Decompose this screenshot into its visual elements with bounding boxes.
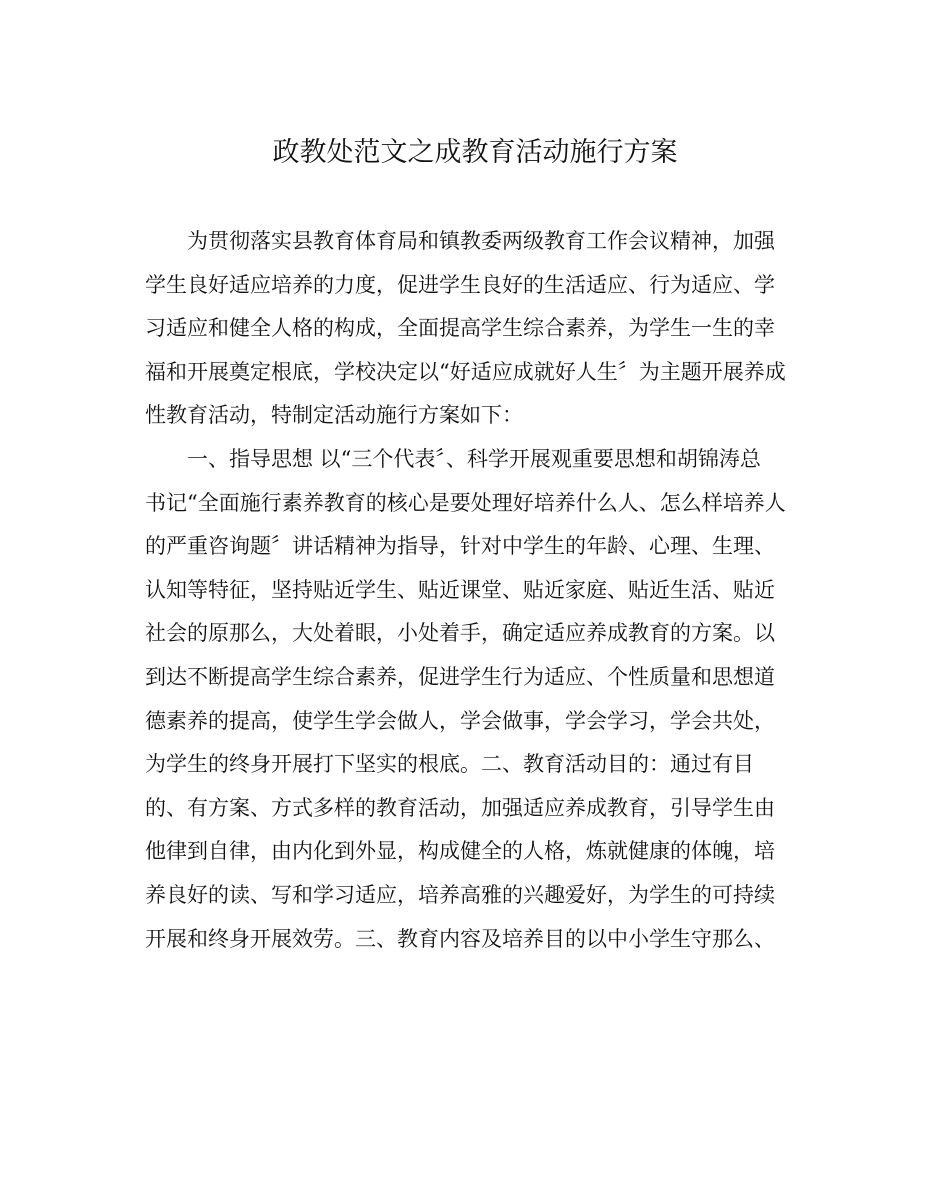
document-title: 政教处范文之成教育活动施行方案 [272, 137, 678, 168]
paragraph-line: 认知等特征，坚持贴近学生、贴近课堂、贴近家庭、贴近生活、贴近 [145, 577, 775, 602]
paragraph-line: 书记“全面施行素养教育的核心是要处理好培养什么人、怎么样培养人 [145, 490, 786, 515]
paragraph-line: 一、指导思想 以“三个代表〞、科学开展观重要思想和胡锦涛总 [187, 446, 761, 471]
paragraph-line: 的、有方案、方式多样的教育活动，加强适应养成教育，引导学生由 [145, 795, 775, 820]
paragraph-line: 习适应和健全人格的构成，全面提高学生综合素养，为学生一生的幸 [145, 316, 775, 341]
paragraph-line: 学生良好适应培养的力度，促进学生良好的生活适应、行为适应、学 [145, 272, 775, 297]
paragraph-line: 开展和终身开展效劳。三、教育内容及培养目的以中小学生守那么、 [145, 926, 775, 951]
paragraph-line: 为学生的终身开展打下坚实的根底。二、教育活动目的：通过有目 [145, 752, 754, 777]
paragraph-line: 养良好的读、写和学习适应，培养高雅的兴趣爱好，为学生的可持续 [145, 882, 775, 907]
paragraph-line: 他律到自律，由内化到外显，构成健全的人格，炼就健康的体魄，培 [145, 839, 775, 864]
paragraph-line: 的严重咨询题〞讲话精神为指导，针对中学生的年龄、心理、生理、 [145, 534, 775, 559]
document-body [145, 220, 815, 961]
paragraph-line: 德素养的提高，使学生学会做人，学会做事，学会学习，学会共处， [145, 708, 775, 733]
paragraph-line: 到达不断提高学生综合素养，促进学生行为适应、个性质量和思想道 [145, 664, 775, 689]
paragraph-line: 福和开展奠定根底，学校决定以“好适应成就好人生〞为主题开展养成 [145, 359, 786, 384]
paragraph-line: 社会的原那么，大处着眼，小处着手，确定适应养成教育的方案。以 [145, 621, 775, 646]
paragraph-line: 为贯彻落实县教育体育局和镇教委两级教育工作会议精神，加强 [187, 229, 775, 253]
paragraph-line: 性教育活动，特制定活动施行方案如下： [145, 403, 523, 428]
